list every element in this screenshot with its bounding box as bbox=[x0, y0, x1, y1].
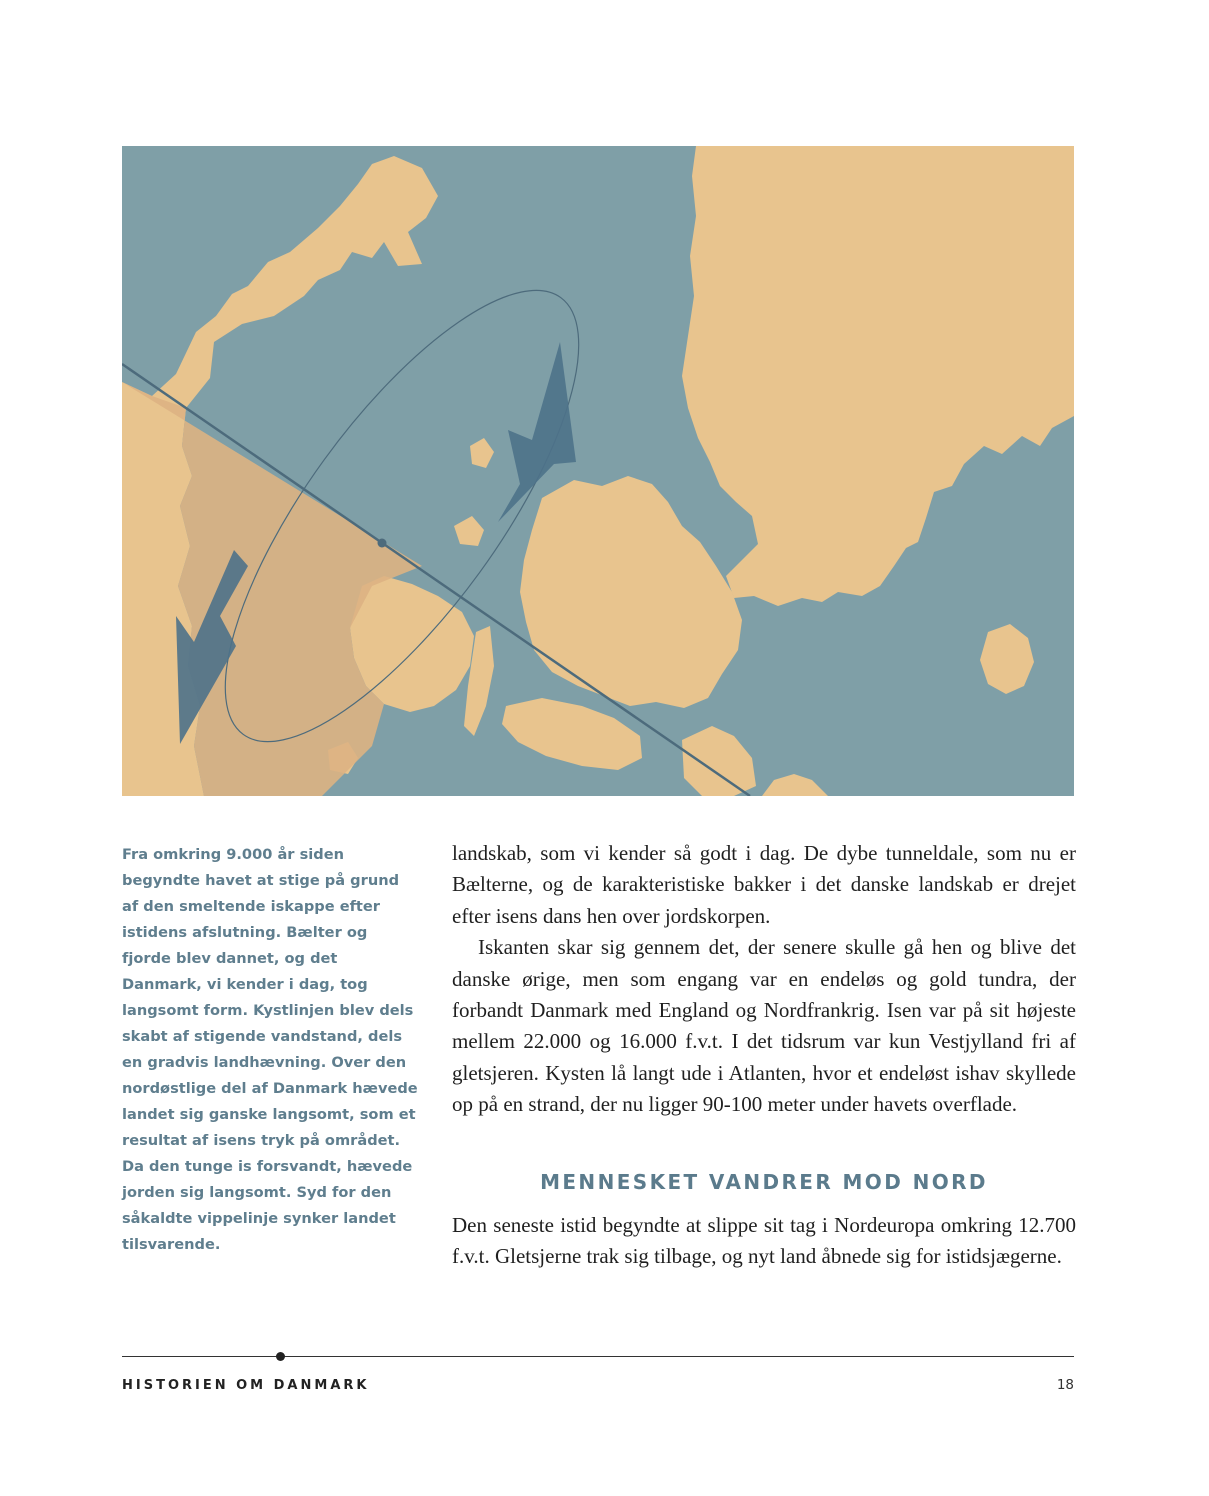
footer-dot bbox=[276, 1352, 285, 1361]
map-caption: Fra omkring 9.000 år siden begyndte havet at stige på grund af den smeltende iskappe efter istidens afslutning. Bælter og fjorde blev dannet, og det Danmark, vi kender i dag, tog langsomt form. Kystlinjen blev dels skabt af stigende vandstand, dels en gradvis landhævning. Over den nordøstlige del af Danmark hævede landet sig ganske langsomt, som et resultat af isens tryk på området. Da den tunge is forsvandt, hævede jorden sig langsomt. Syd for den såkaldte vippelinje synker landet tilsvarende. bbox=[122, 846, 418, 1253]
paragraph-2: Iskanten skar sig gennem det, der senere skulle gå hen og blive det danske ørige, men som engang var en endeløs og gold tundra, der forbandt Danmark med England og Nordfrankrig. Isen var på sit højeste mellem 22.000 og 16.000 f.v.t. I det tidsrum var kun Vestjylland fri af gletsjeren. Kysten lå langt ude i Atlanten, hvor et endeløst ishav skyllede op på en strand, der nu ligger 90-100 meter under havets overflade. bbox=[452, 935, 1076, 1117]
section-heading: MENNESKET VANDRER MOD NORD bbox=[540, 1170, 988, 1194]
footer-rule bbox=[122, 1356, 1074, 1357]
page-number: 18 bbox=[1056, 1377, 1074, 1393]
map-illustration bbox=[122, 146, 1074, 796]
paragraph-1: landskab, som vi kender så godt i dag. De dybe tunneldale, som nu er Bælterne, og de karakteristiske bakker i det danske landskab er drejet efter isens dans hen over jordskorpen. bbox=[452, 841, 1076, 928]
section-paragraph: Den seneste istid begyndte at slippe sit tag i Nordeuropa omkring 12.700 f.v.t. Gletsjerne trak sig tilbage, og nyt land åbnede sig for istidsjægerne. bbox=[452, 1213, 1076, 1269]
footer-title: HISTORIEN OM DANMARK bbox=[122, 1378, 370, 1393]
body-text bbox=[452, 838, 1076, 1121]
hinge-point bbox=[378, 539, 387, 548]
